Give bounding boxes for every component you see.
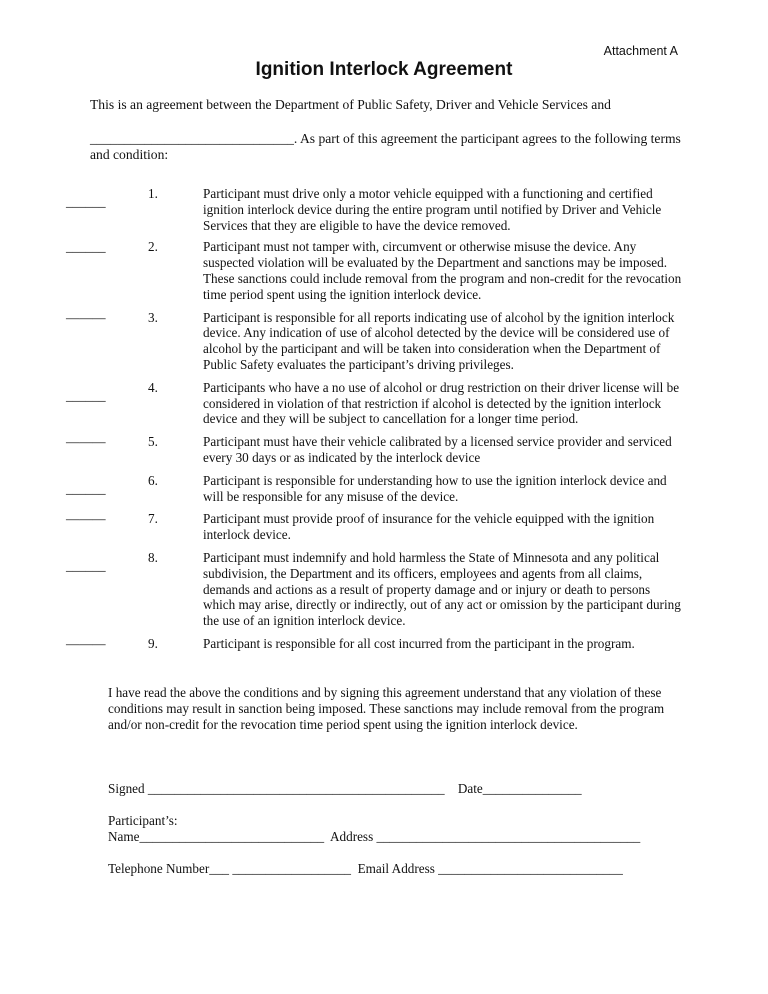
initial-blank[interactable]: ——— (66, 309, 106, 325)
term-text: Participant must not tamper with, circumvent or otherwise misuse the device. Any suspected violation will be evaluated by the Department and sanctions may be imposed. These sanctions could include removal from the program and non-credit for the revocation time period spent using the ignition interlock device. (203, 239, 682, 302)
term-text: Participants who have a no use of alcohol or drug restriction on their driver license will be considered in violation of that restriction if alcohol is detected by the ignition interlock device and they will be subject to cancellation for a longer time period. (203, 379, 680, 427)
initial-blank[interactable]: ______ (66, 387, 106, 403)
initial-blank[interactable]: ______ (66, 557, 106, 573)
term-item-3 (0, 310, 768, 373)
term-text: Participant must have their vehicle calibrated by a licensed service provider and serviced every 30 days or as indicated by the interlock device (203, 434, 672, 465)
intro-line-1: This is an agreement between the Department of Public Safety, Driver and Vehicle Services and (90, 97, 611, 112)
term-text: Participant must indemnify and hold harmless the State of Minnesota and any political subdivision, the Department and its officers, employees and agents from all claims, demands and actions as a result of property damage and or injury or death to persons which may arise, directly or indirectly, out of any act or omission by the participant during the use of an ignition interlock device. (203, 549, 681, 629)
term-item-7 (0, 511, 768, 543)
term-number: 2. (148, 239, 158, 255)
document-title: Ignition Interlock Agreement (255, 59, 513, 80)
initial-blank[interactable]: ______ (66, 194, 106, 209)
term-number: 8. (148, 549, 158, 565)
term-number: 3. (148, 309, 158, 325)
term-item-8 (0, 550, 768, 629)
attachment-label: Attachment A (603, 44, 678, 58)
closing-statement: I have read the above the conditions and by signing this agreement understand that any violation of these conditions may result in sanction being imposed. These sanctions may include removal from the program and/or non-credit for the revocation time period spent using the ignition interlock device. (108, 685, 665, 732)
term-text: Participant must drive only a motor vehicle equipped with a functioning and certified ignition interlock device during the entire program until notified by Driver and Vehicle Services that they are eligible to have the device removed. (203, 186, 662, 233)
term-text: Participant is responsible for all cost incurred from the participant in the program. (203, 635, 635, 651)
signature-date-line[interactable]: Signed _____________________________________________ Date_______________ (108, 781, 582, 796)
term-number: 7. (148, 511, 158, 527)
term-item-5 (0, 434, 768, 466)
term-text: Participant must provide proof of insurance for the vehicle equipped with the ignition interlock device. (203, 511, 655, 543)
initial-blank[interactable]: ______ (66, 480, 106, 496)
name-address-line[interactable]: Name____________________________ Address ________________________________________ (108, 829, 641, 844)
term-number: 9. (148, 635, 158, 651)
term-number: 6. (148, 472, 158, 488)
initial-blank[interactable]: ——— (66, 511, 106, 527)
term-text: Participant is responsible for understanding how to use the ignition interlock device and will be responsible for any misuse of the device. (203, 472, 667, 504)
term-item-4 (0, 380, 768, 427)
term-number: 1. (148, 186, 158, 201)
initial-blank[interactable]: ——— (66, 434, 106, 450)
term-item-9 (0, 636, 768, 652)
terms-list (0, 186, 768, 652)
term-text: Participant is responsible for all reports indicating use of alcohol by the ignition interlock device. Any indication of use of alcohol detected by the device will be considered use of alcohol by the participant and will be taken into consideration when the Department of Public Safety evaluates the participant’s driving privileges. (203, 309, 675, 372)
initial-blank[interactable]: ______ (66, 239, 106, 255)
phone-email-line[interactable]: Telephone Number___ __________________ Email Address ____________________________ (108, 861, 623, 876)
initial-blank[interactable]: ——— (66, 635, 106, 651)
term-number: 5. (148, 434, 158, 450)
participants-label: Participant’s: (108, 813, 178, 828)
intro-line-2: ______________________________. As part of this agreement the participant agrees to the following terms and condition: (90, 131, 681, 162)
term-item-2 (0, 239, 768, 302)
term-item-1 (0, 186, 768, 233)
term-item-6 (0, 473, 768, 505)
term-number: 4. (148, 379, 158, 395)
